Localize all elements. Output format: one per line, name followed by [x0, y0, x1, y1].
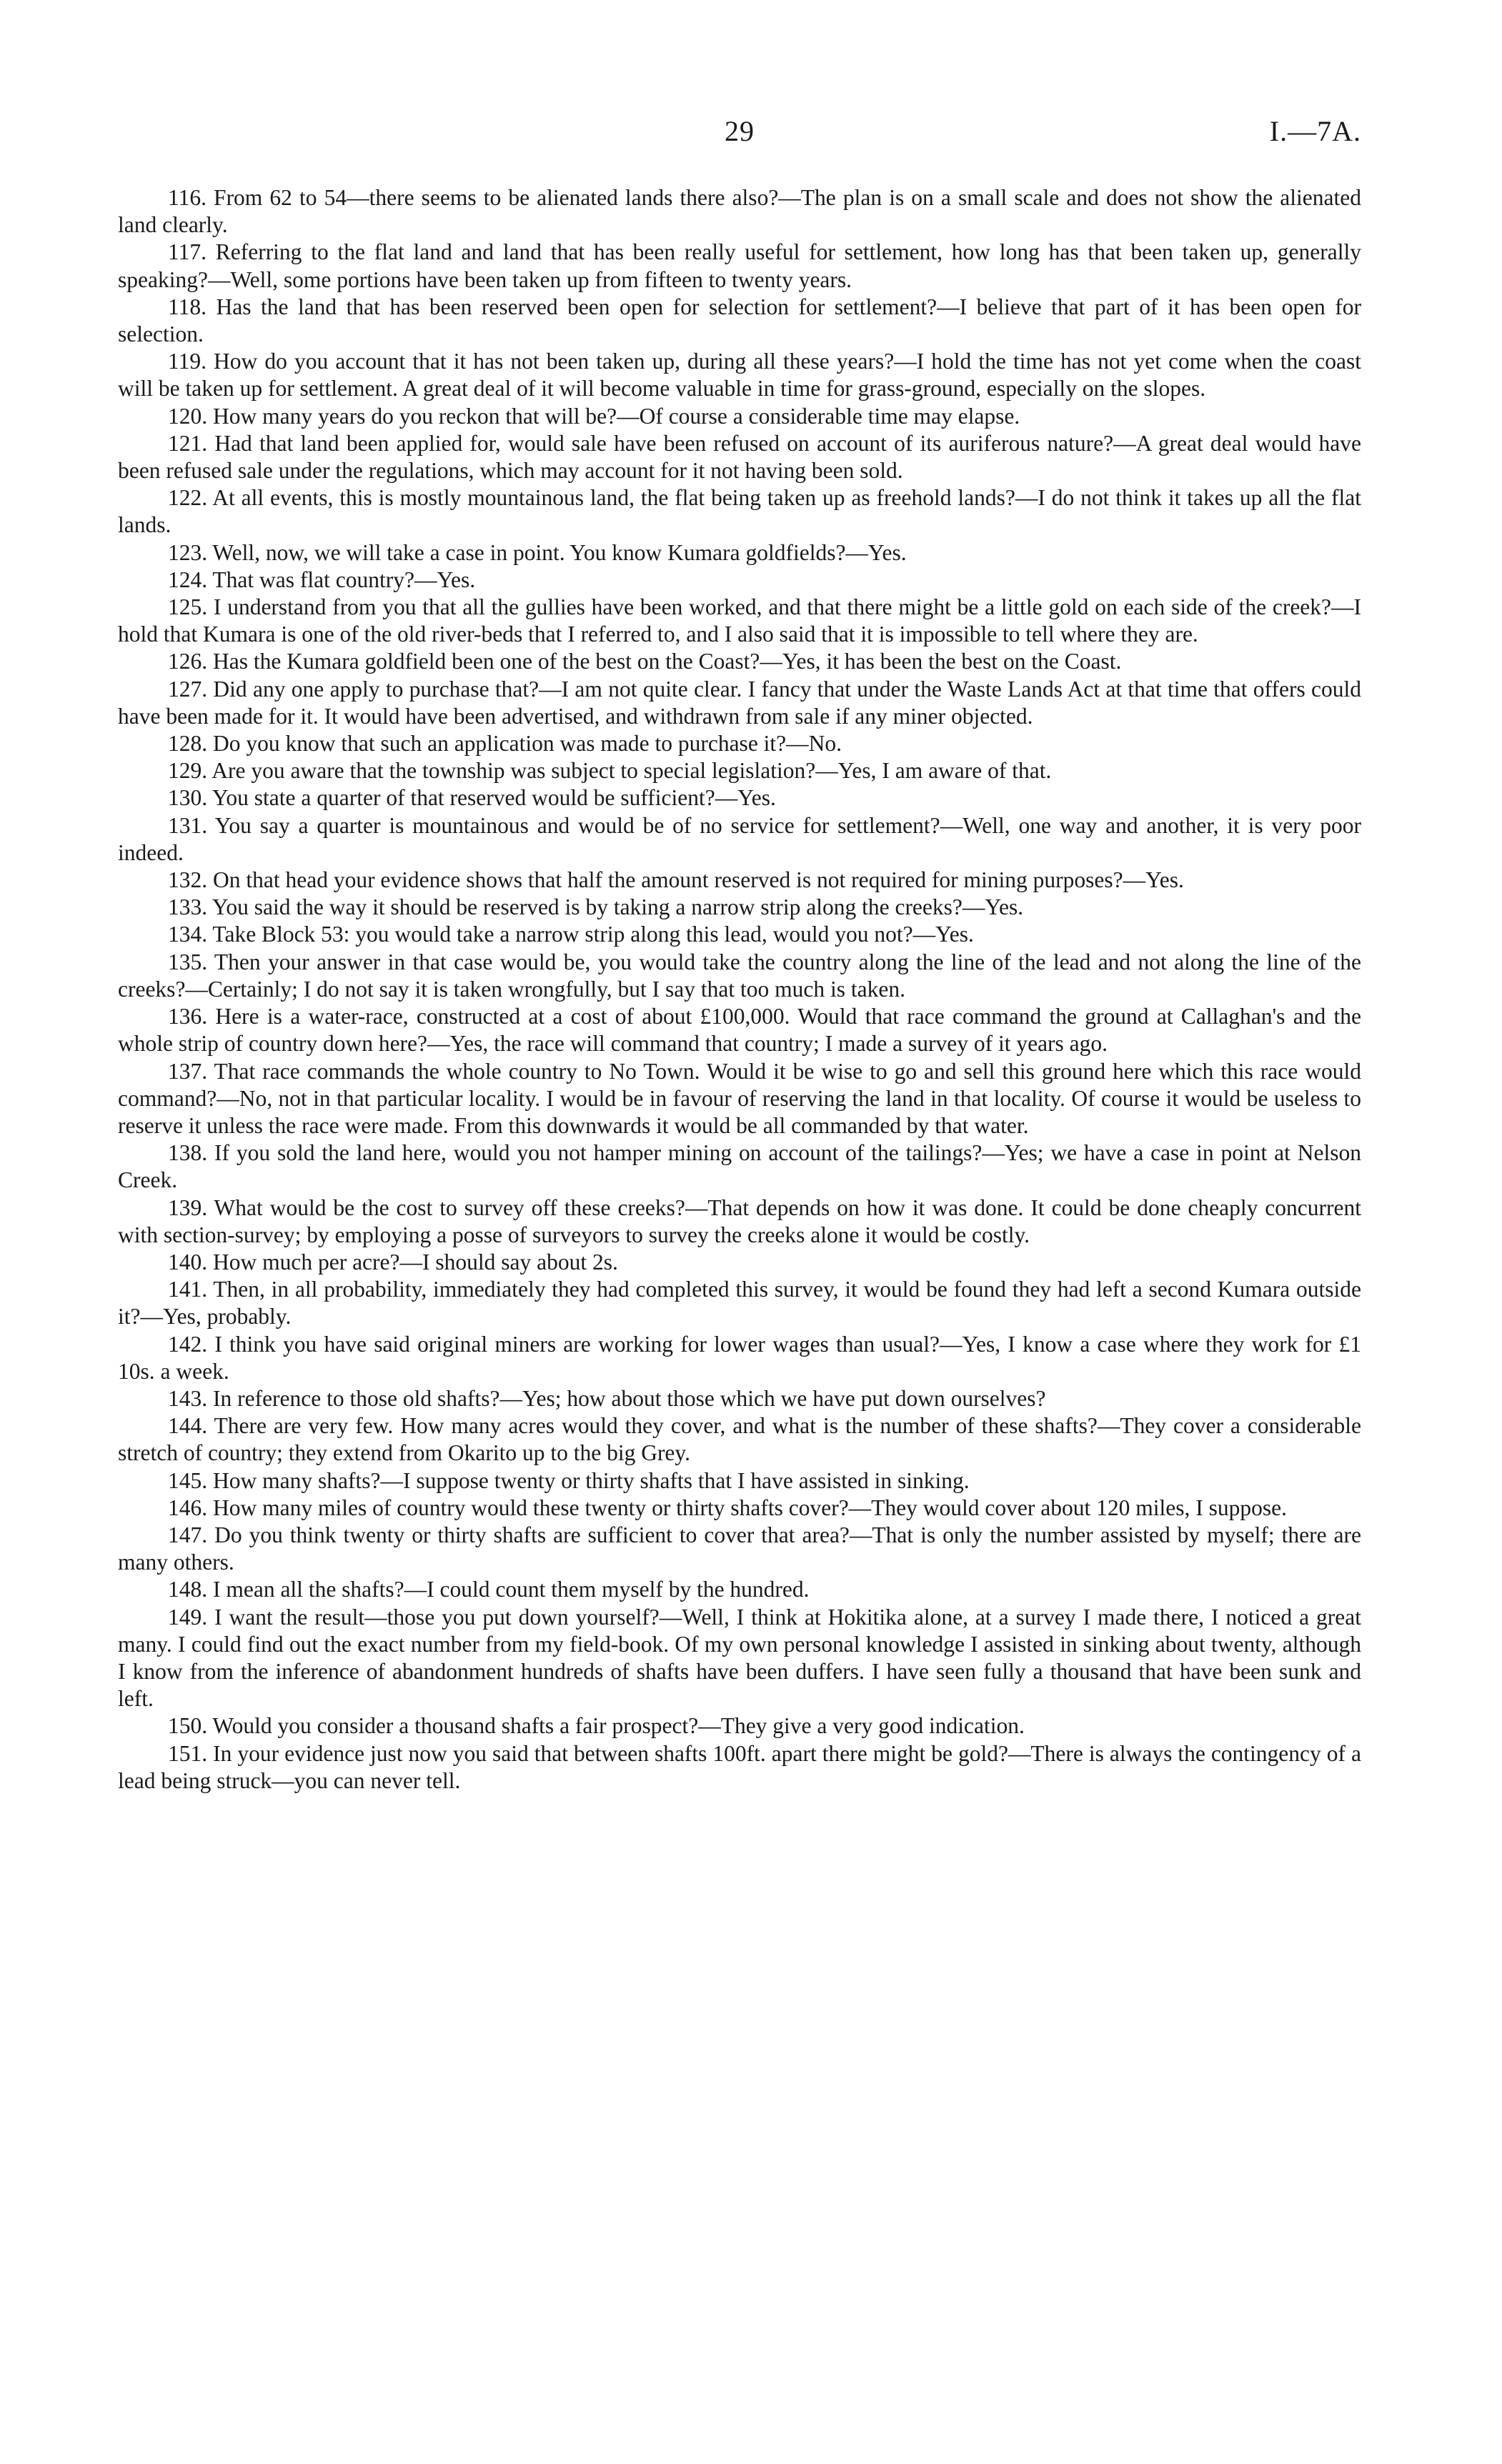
page-header	[118, 114, 1361, 157]
question-149: 149. I want the result—those you put down yourself?—Well, I think at Hokitika alone, at a survey I made there, I noticed a great many. I could find out the exact number from my field-book. Of my own personal knowledge I assisted in sinking about twenty, although I know from the inference of abandonment hundreds of shafts have been duffers. I have seen fully a thousand that have been sunk and left.	[118, 1604, 1361, 1712]
question-131: 131. You say a quarter is mountainous and would be of no service for settlement?—Well, one way and another, it is very poor indeed.	[118, 812, 1361, 865]
evidence-body	[118, 184, 1361, 1795]
question-123: 123. Well, now, we will take a case in point. You know Kumara goldfields?—Yes.	[168, 539, 907, 565]
question-128: 128. Do you know that such an application was made to purchase it?—No.	[168, 731, 842, 757]
question-126: 126. Has the Kumara goldfield been one of the best on the Coast?—Yes, it has been the best on the Coast.	[168, 649, 1122, 674]
question-146: 146. How many miles of country would these twenty or thirty shafts cover?—They would cover about 120 miles, I suppose.	[168, 1495, 1287, 1520]
question-150: 150. Would you consider a thousand shafts a fair prospect?—They give a very good indication.	[168, 1713, 1025, 1739]
question-119: 119. How do you account that it has not been taken up, during all these years?—I hold the time has not yet come when the coast will be taken up for settlement. A great deal of it will become valuable in time for grass-ground, especially on the slopes.	[118, 349, 1361, 401]
document-reference: I.—7A.	[1269, 115, 1361, 147]
question-127: 127. Did any one apply to purchase that?—I am not quite clear. I fancy that under the Waste Lands Act at that time that offers could have been made for it. It would have been advertised, and withdrawn from sale if any miner objected.	[118, 676, 1361, 729]
question-144: 144. There are very few. How many acres would they cover, and what is the number of these shafts?—They cover a considerable stretch of country; they extend from Okarito up to the big Grey.	[118, 1413, 1361, 1466]
question-132: 132. On that head your evidence shows that half the amount reserved is not required for mining purposes?—Yes.	[168, 867, 1184, 893]
question-140: 140. How much per acre?—I should say about 2s.	[168, 1249, 618, 1275]
question-130: 130. You state a quarter of that reserved would be sufficient?—Yes.	[168, 785, 776, 811]
question-148: 148. I mean all the shafts?—I could count them myself by the hundred.	[168, 1577, 810, 1602]
question-143: 143. In reference to those old shafts?—Yes; how about those which we have put down ourselves?	[168, 1385, 1046, 1411]
question-129: 129. Are you aware that the township was subject to special legislation?—Yes, I am aware of that.	[168, 758, 1052, 784]
question-116: 116. From 62 to 54—there seems to be alienated lands there also?—The plan is on a small scale and does not show the alienated land clearly.	[118, 185, 1361, 238]
question-134: 134. Take Block 53: you would take a narrow strip along this lead, would you not?—Yes.	[168, 922, 974, 947]
question-136: 136. Here is a water-race, constructed at a cost of about £100,000. Would that race command the ground at Callaghan's and the whole strip of country down here?—Yes, the race will command that country; I made a survey of it years ago.	[118, 1004, 1361, 1057]
question-139: 139. What would be the cost to survey off these creeks?—That depends on how it was done. It could be done cheaply concurrent with section-survey; by employing a posse of surveyors to survey the creeks alone it would be costly.	[118, 1194, 1361, 1247]
question-137: 137. That race commands the whole country to No Town. Would it be wise to go and sell this ground here which this race would command?—No, not in that particular locality. I would be in favour of reserving the land in that locality. Of course it would be useless to reserve it unless the race were made. From this downwards it would be all commanded by that water.	[118, 1058, 1361, 1138]
question-135: 135. Then your answer in that case would be, you would take the country along the line of the lead and not along the line of the creeks?—Certainly; I do not say it is taken wrongfully, but I say that too much is taken.	[118, 949, 1361, 1002]
question-133: 133. You said the way it should be reserved is by taking a narrow strip along the creeks?—Yes.	[168, 894, 1024, 920]
question-147: 147. Do you think twenty or thirty shafts are sufficient to cover that area?—That is only the number assisted by myself; there are many others.	[118, 1522, 1361, 1575]
question-145: 145. How many shafts?—I suppose twenty or thirty shafts that I have assisted in sinking.	[168, 1467, 970, 1493]
question-151: 151. In your evidence just now you said that between shafts 100ft. apart there might be gold?—There is always the contingency of a lead being struck—you can never tell.	[118, 1740, 1361, 1793]
question-122: 122. At all events, this is mostly mountainous land, the flat being taken up as freehold lands?—I do not think it takes up all the flat lands.	[118, 485, 1361, 538]
question-120: 120. How many years do you reckon that will be?—Of course a considerable time may elapse.	[168, 403, 1020, 429]
question-124: 124. That was flat country?—Yes.	[168, 567, 476, 592]
question-138: 138. If you sold the land here, would you not hamper mining on account of the tailings?—Yes; we have a case in point at Nelson Creek.	[118, 1140, 1361, 1193]
question-121: 121. Had that land been applied for, would sale have been refused on account of its auriferous nature?—A great deal would have been refused sale under the regulations, which may account for it not having been sold.	[118, 430, 1361, 484]
question-142: 142. I think you have said original miners are working for lower wages than usual?—Yes, I know a case where they work for £1 10s. a week.	[118, 1331, 1361, 1384]
question-118: 118. Has the land that has been reserved been open for selection for settlement?—I believe that part of it has been open for selection.	[118, 294, 1361, 347]
question-125: 125. I understand from you that all the gullies have been worked, and that there might be a little gold on each side of the creek?—I hold that Kumara is one of the old river-beds that I referred to, and I also said that it is impossible to tell where they are.	[118, 594, 1361, 647]
question-141: 141. Then, in all probability, immediately they had completed this survey, it would be found they had left a second Kumara outside it?—Yes, probably.	[118, 1277, 1361, 1330]
question-117: 117. Referring to the flat land and land that has been really useful for settlement, how long has that been taken up, generally speaking?—Well, some portions have been taken up from fifteen to twenty years.	[118, 239, 1361, 292]
page-number: 29	[725, 115, 755, 147]
